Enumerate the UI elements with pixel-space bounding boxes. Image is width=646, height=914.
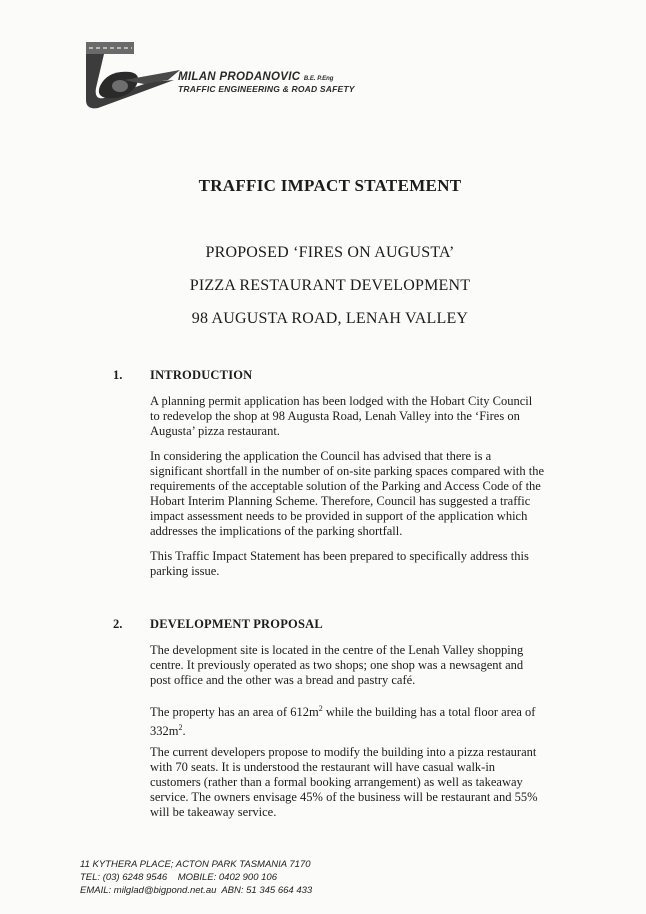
footer-phones: TEL: (03) 6248 9546 MOBILE: 0402 900 106 <box>80 872 277 883</box>
subtitle-address: 98 AUGUSTA ROAD, LENAH VALLEY <box>191 310 469 327</box>
letterhead-tagline: TRAFFIC ENGINEERING & ROAD SAFETY <box>178 84 355 94</box>
section-number: 1. <box>113 368 123 382</box>
paragraph: The development site is located in the centre of the Lenah Valley shopping centre. It previously operated as two shops; one shop was a newsagent and post office and the other was a bread and pastry café. <box>150 643 524 687</box>
paragraph-area: The property has an area of $612m^2$ while the building has a total floor area of $332m^2$. <box>150 704 536 739</box>
section-heading-introduction: INTRODUCTION <box>150 368 253 382</box>
footer-address: 11 KYTHERA PLACE; ACTON PARK TASMANIA 7170 <box>80 859 311 870</box>
logo-eye-highlight <box>112 80 128 92</box>
subtitle-project: PROPOSED ‘FIRES ON AUGUSTA’ <box>205 244 455 261</box>
paragraph: The current developers propose to modify the building into a pizza restaurant with 70 seats. It is understood the restaurant will have casual walk-in customers (rather than a formal booking arrangement) as well as takeaway service. The owners envisage 45% of the business will be restaurant and 55% will be takeaway service. <box>150 745 538 819</box>
footer-contact: EMAIL: milglad@bigpond.net.au ABN: 51 345 664 433 <box>80 885 313 896</box>
paragraph: A planning permit application has been lodged with the Hobart City Council to redevelop the shop at 98 Augusta Road, Lenah Valley into the ‘Fires on Augusta’ pizza restaurant. <box>150 394 533 438</box>
letterhead-qualifications: B.E. P.Eng <box>303 76 334 82</box>
paragraph: In considering the application the Council has advised that there is a significant shortfall in the number of on-site parking spaces compared with the requirements of the acceptable solution of the Parking and Access Code of the Hobart Interim Planning Scheme. Therefore, Council has suggested a traffic impact assessment needs to be provided in support of the application which addresses the implications of the parking shortfall. <box>150 449 544 538</box>
letterhead-name: MILAN PRODANOVIC B.E. P.Eng <box>178 71 334 83</box>
paragraph: This Traffic Impact Statement has been prepared to specifically address this parking issue. <box>150 549 529 578</box>
section-number: 2. <box>113 617 123 631</box>
section-heading-development-proposal: DEVELOPMENT PROPOSAL <box>150 617 323 631</box>
document-title: TRAFFIC IMPACT STATEMENT <box>198 176 462 195</box>
subtitle-development: PIZZA RESTAURANT DEVELOPMENT <box>189 277 471 294</box>
footer <box>80 858 312 897</box>
